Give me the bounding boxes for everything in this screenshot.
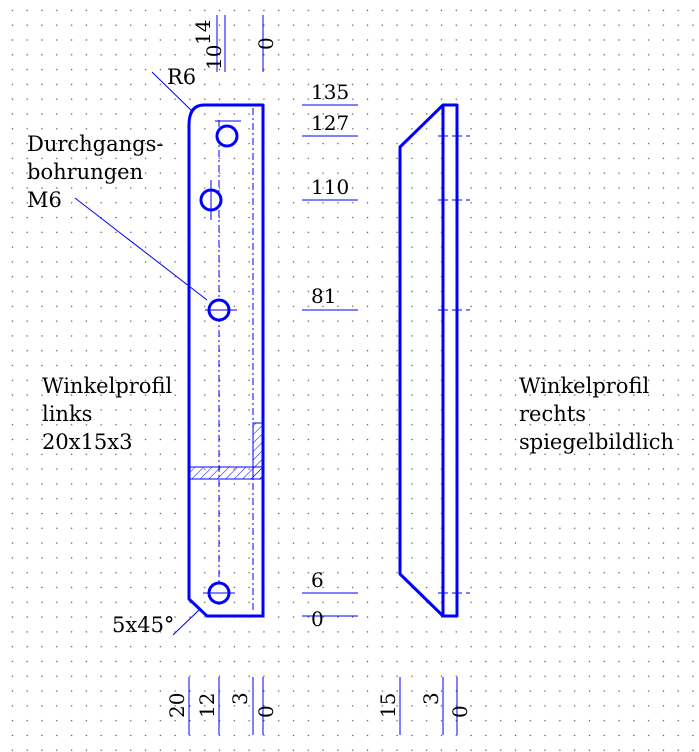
section-hatch-horizontal [189, 467, 263, 479]
hole-127 [217, 126, 237, 146]
height-dim-127: 127 [311, 111, 350, 135]
height-dim-135: 135 [311, 80, 350, 104]
top-dim-0: 0 [254, 37, 278, 50]
height-dim-81: 81 [311, 284, 337, 308]
height-dim-6: 6 [311, 568, 324, 592]
holes-note-line-3: M6 [27, 188, 62, 212]
holes-note-line-2: bohrungen [27, 160, 144, 184]
radius-label: R6 [167, 65, 197, 89]
height-dim-110: 110 [311, 175, 350, 199]
chamfer-label: 5x45° [112, 613, 175, 637]
bottom-dim-3-right: 3 [419, 692, 443, 705]
bottom-dim-0-right: 0 [448, 705, 472, 718]
bottom-dim-20: 20 [165, 692, 189, 718]
bottom-dim-0-left: 0 [254, 705, 278, 718]
right-part-note-line-1: Winkelprofil [519, 374, 650, 398]
right-part-note-line-3: spiegelbildlich [519, 430, 674, 454]
right-angle-profile [400, 105, 470, 616]
bottom-dim-3: 3 [228, 692, 252, 705]
section-hatch-vertical [253, 423, 263, 479]
left-part-note-line-3: 20x15x3 [42, 430, 133, 454]
bottom-dim-12: 12 [195, 692, 219, 718]
height-dim-0: 0 [311, 607, 324, 631]
right-profile-outline [400, 105, 457, 616]
top-dim-10: 10 [202, 44, 226, 70]
top-dim-14: 14 [191, 19, 215, 45]
left-profile-outline [189, 105, 263, 616]
chamfer-leader [173, 610, 199, 635]
bottom-dimension-lines [189, 677, 457, 735]
right-part-note-line-2: rechts [519, 402, 586, 426]
holes-note-line-1: Durchgangs- [27, 132, 164, 156]
left-angle-profile [189, 105, 263, 616]
left-part-note-line-1: Winkelprofil [42, 374, 173, 398]
holes-leader [75, 198, 207, 300]
left-part-note-line-2: links [42, 402, 93, 426]
bottom-dim-15: 15 [376, 692, 400, 718]
